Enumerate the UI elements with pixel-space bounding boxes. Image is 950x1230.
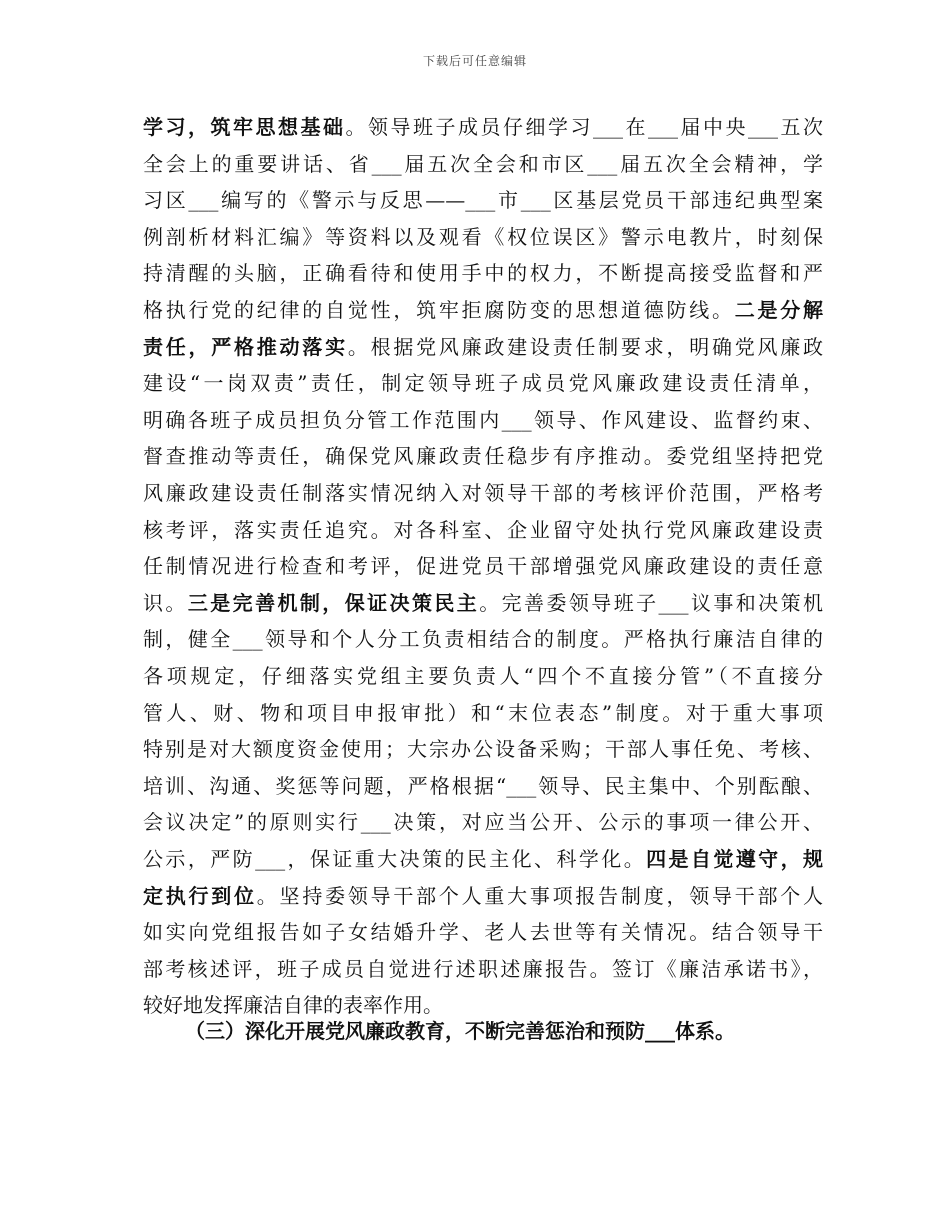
paragraph-line: [143, 808, 823, 836]
text-run: 。坚持委领导干部个人重大事项报告制度，领导干部个人: [256, 884, 823, 908]
bold-run: 定执行到位: [143, 884, 257, 908]
bold-run: 三是完善机制，保证决策民主: [187, 591, 480, 615]
paragraph-line: [143, 662, 823, 690]
paragraph-line: [143, 699, 823, 727]
bold-run: 四是自觉遵守，规: [646, 847, 823, 871]
paragraph-line: [143, 259, 823, 287]
text-run: 部考核述评，班子成员自觉进行述职述廉报告。签订《廉洁承诺书》，: [143, 957, 823, 981]
text-run: 明确各班子成员担负分管工作范围内___领导、作风建设、监督约束、: [143, 408, 823, 432]
text-run: 。根据党风廉政建设责任制要求，明确党风廉政: [347, 335, 823, 359]
text-run: 。完善委领导班子___议事和决策机: [479, 591, 823, 615]
text-run: 例剖析材料汇编》等资料以及观看《权位误区》警示电教片，时刻保: [143, 225, 823, 249]
text-run: 如实向党组报告如子女结婚升学、老人去世等有关情况。结合领导干: [143, 920, 823, 944]
paragraph-line: [143, 516, 823, 544]
text-run: 任制情况进行检查和考评，促进党员干部增强党风廉政建设的责任意: [143, 554, 823, 578]
paragraph-line: [143, 296, 823, 324]
paragraph-line: [143, 333, 823, 361]
paragraph-line: [143, 991, 823, 1019]
text-run: 习区___编写的《警示与反思——___市___区基层党员干部违纪典型案: [143, 188, 823, 212]
paragraph-line: [143, 845, 823, 873]
paragraph-line: [143, 479, 823, 507]
paragraph-line: [143, 186, 823, 214]
bold-run: 责任，严格推动落实: [143, 335, 348, 359]
paragraph-line: [143, 955, 823, 983]
paragraph-line: [143, 150, 823, 178]
text-run: 格执行党的纪律的自觉性，筑牢拒腐防变的思想道德防线。: [143, 298, 735, 322]
section-heading: （三）深化开展党风廉政教育，不断完善惩治和预防___体系。: [185, 1019, 735, 1043]
paragraph-line: [143, 113, 823, 141]
paragraph-line: [143, 882, 823, 910]
text-run: 特别是对大额度资金使用；大宗办公设备采购；干部人事任免、考核、: [143, 737, 823, 761]
paragraph-line: [143, 589, 823, 617]
paragraph-line: [143, 442, 823, 470]
paragraph-line: [143, 772, 823, 800]
text-run: 会议决定”的原则实行___决策，对应当公开、公示的事项一律公开、: [143, 810, 823, 834]
text-run: 全会上的重要讲话、省___届五次全会和市区___届五次全会精神，学: [143, 152, 823, 176]
text-run: 识。: [143, 591, 188, 615]
text-run: 管人、财、物和项目申报审批）和“末位表态”制度。对于重大事项: [143, 701, 823, 725]
text-run: 核考评，落实责任追究。对各科室、企业留守处执行党风廉政建设责: [143, 518, 823, 542]
paragraph-line: [143, 625, 823, 653]
text-run: 较好地发挥廉洁自律的表率作用。: [143, 993, 443, 1017]
text-run: 各项规定，仔细落实党组主要负责人“四个不直接分管”（不直接分: [143, 664, 823, 688]
text-run: 持清醒的头脑，正确看待和使用手中的权力，不断提高接受监督和严: [143, 261, 823, 285]
bold-run: 学习，筑牢思想基础: [143, 115, 346, 139]
page-header: 下载后可任意编辑: [422, 54, 527, 68]
paragraph-line: [143, 223, 823, 251]
bold-run: 二是分解: [734, 298, 823, 322]
text-run: 建设“一岗双责”责任，制定领导班子成员党风廉政建设责任清单，: [143, 371, 823, 395]
text-run: 培训、沟通、奖惩等问题，严格根据“___领导、民主集中、个别酝酿、: [143, 774, 823, 798]
paragraph-line: [143, 918, 823, 946]
paragraph-line: [143, 369, 823, 397]
paragraph-line: [143, 552, 823, 580]
text-run: 公示，严防___，保证重大决策的民主化、科学化。: [143, 847, 647, 871]
text-run: 督查推动等责任，确保党风廉政责任稳步有序推动。委党组坚持把党: [143, 444, 823, 468]
text-run: 风廉政建设责任制落实情况纳入对领导干部的考核评价范围，严格考: [143, 481, 823, 505]
paragraph-line: [143, 735, 823, 763]
text-run: 。领导班子成员仔细学习___在___届中央___五次: [345, 115, 823, 139]
paragraph-line: [143, 406, 823, 434]
text-run: 制，健全___领导和个人分工负责相结合的制度。严格执行廉洁自律的: [143, 627, 823, 651]
